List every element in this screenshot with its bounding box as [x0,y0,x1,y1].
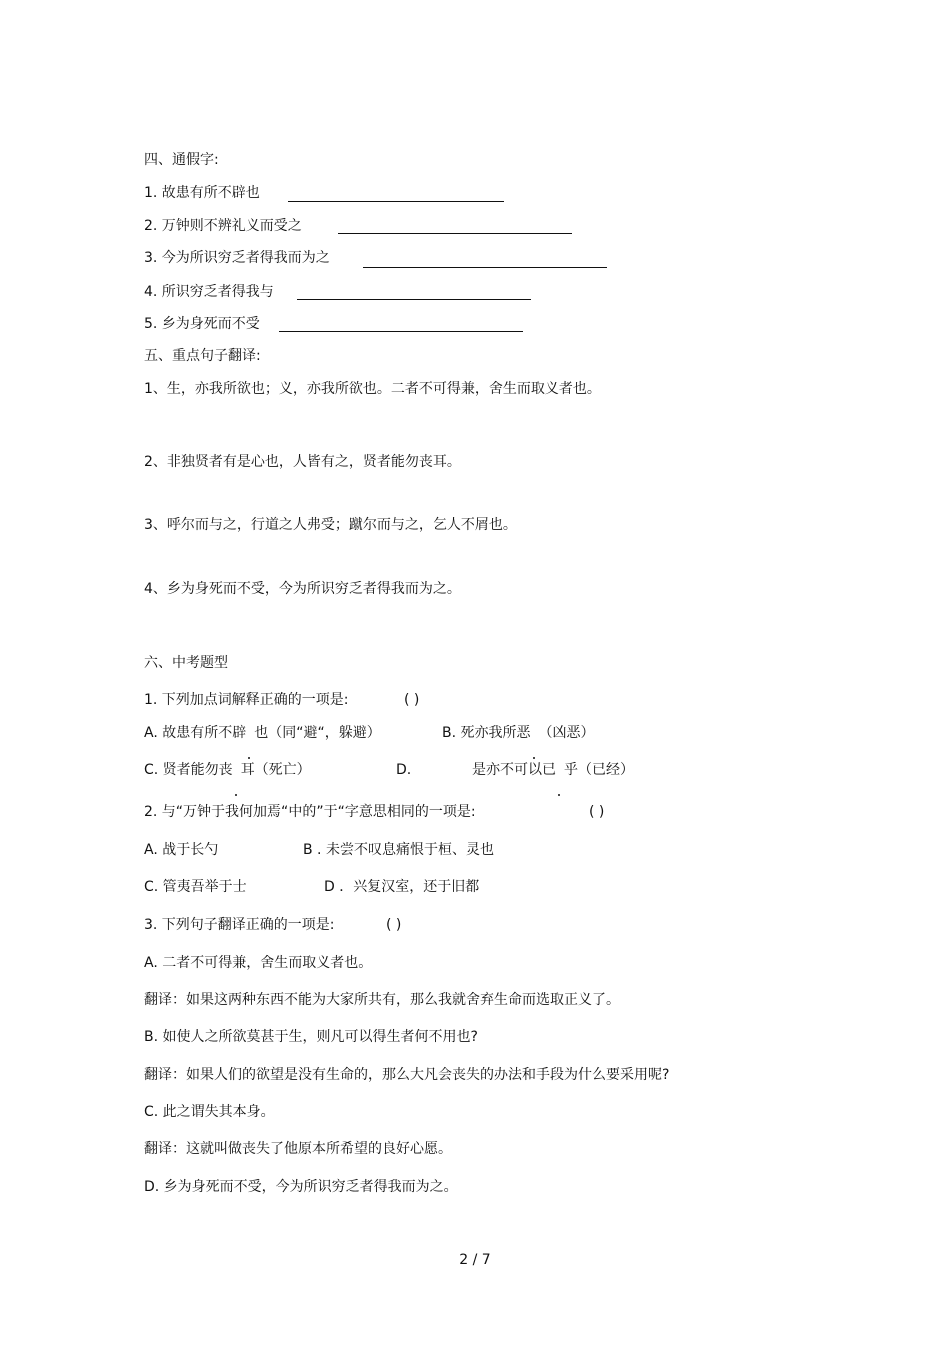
question-1-option-c [144,761,311,779]
question-2-stem: 2. 与“万钟于我何加焉“中的”于“字意思相同的一项是: [144,804,476,820]
option-d-text: 是亦不可以已 [472,762,556,778]
question-3-answer-paren[interactable]: ( ) [386,917,402,933]
option-a-text: A. 故患有所不辟 [144,725,247,741]
question-3-stem: 3. 下列句子翻译正确的一项是: [144,917,335,933]
question-2-option-a: A. 战于长勺 [144,842,219,858]
question-1-option-d-label: D. [396,762,412,778]
option-b-text: B. 死亦我所恶 [442,725,531,741]
translation-item-2: 2、非独贤者有是心也，人皆有之，贤者能勿丧耳。 [144,454,461,470]
answer-blank-2[interactable] [338,233,572,234]
section-6-title: 六、中考题型 [144,655,228,671]
answer-blank-5[interactable] [279,331,523,332]
answer-blank-1[interactable] [288,201,504,202]
question-2-answer-paren[interactable]: ( ) [589,804,605,820]
answer-blank-4[interactable] [297,299,531,300]
question-1-answer-paren[interactable]: ( ) [404,692,420,708]
question-1-option-a [144,724,381,742]
question-3-option-b: B. 如使人之所欲莫甚于生，则凡可以得生者何不用也? [144,1029,478,1045]
question-1-option-d [472,761,634,779]
question-2-option-b: B . 未尝不叹息痛恨于桓、灵也 [303,842,494,858]
option-c-gloss: 耳（死亡） [240,762,311,778]
question-3-option-d: D. 乡为身死而不受，今为所识穷乏者得我而为之。 [144,1179,458,1195]
question-2-option-d: D ．兴复汉室，还于旧都 [324,879,480,895]
question-2-option-c: C. 管夷吾举于士 [144,879,247,895]
section-4-item-4: 4. 所识穷乏者得我与 [144,284,274,300]
option-c-text: C. 贤者能勿丧 [144,762,233,778]
answer-blank-3[interactable] [363,267,607,268]
translation-item-1: 1、生，亦我所欲也；义，亦我所欲也。二者不可得兼，舍生而取义者也。 [144,381,601,397]
option-a-gloss: 也（同“避“，躲避） [254,725,381,741]
option-d-gloss: 乎（已经） [564,762,634,778]
question-3-option-c: C. 此之谓失其本身。 [144,1104,275,1120]
section-4-item-2: 2. 万钟则不辨礼义而受之 [144,218,302,234]
section-4-item-1: 1. 故患有所不辟也 [144,185,260,201]
section-4-title: 四、通假字: [144,152,219,168]
question-1-option-b [442,724,595,742]
page-number: 2 / 7 [459,1252,491,1268]
option-b-gloss: （凶恶） [538,725,595,741]
question-3-option-a-translation: 翻译：如果这两种东西不能为大家所共有，那么我就舍弃生命而选取正义了。 [144,992,620,1008]
question-3-option-b-translation: 翻译：如果人们的欲望是没有生命的，那么大凡会丧失的办法和手段为什么要采用呢? [144,1067,670,1083]
translation-item-3: 3、呼尔而与之，行道之人弗受；蹴尔而与之，乞人不屑也。 [144,517,517,533]
question-3-option-c-translation: 翻译：这就叫做丧失了他原本所希望的良好心愿。 [144,1141,452,1157]
question-3-option-a: A. 二者不可得兼，舍生而取义者也。 [144,955,373,971]
question-1-stem: 1. 下列加点词解释正确的一项是: [144,692,349,708]
section-4-item-3: 3. 今为所识穷乏者得我而为之 [144,250,330,266]
section-4-item-5: 5. 乡为身死而不受 [144,316,260,332]
section-5-title: 五、重点句子翻译: [144,348,261,364]
translation-item-4: 4、乡为身死而不受，今为所识穷乏者得我而为之。 [144,581,461,597]
